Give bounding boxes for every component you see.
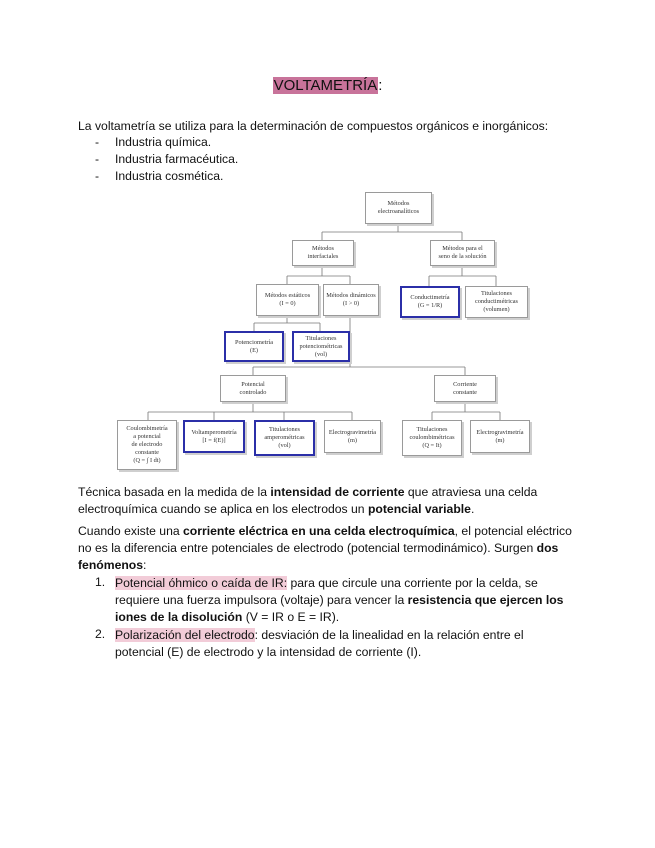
node-label: Titulaciones conductimétricas (volumen) — [474, 290, 518, 313]
diagram-node-corriente-constante — [434, 375, 496, 402]
diagram-node-root — [365, 192, 432, 224]
title-colon: : — [378, 77, 383, 94]
text: : desviación de la linealidad en la relación entre el potencial (E) de electrodo y la intensidad de corriente (I). — [115, 628, 524, 659]
numbered-item-2 — [95, 627, 575, 661]
node-label: Métodos interfaciales — [307, 245, 339, 260]
node-label: Electrogravimetría (m) — [328, 428, 377, 444]
node-label: Titulaciones coulombimétricas (Q = It) — [409, 426, 455, 449]
bold-text: corriente eléctrica en una celda electroquímica — [183, 524, 455, 538]
paragraph-corriente — [78, 523, 578, 574]
paragraph-tecnica — [78, 484, 578, 518]
text: (V = IR o E = IR). — [242, 610, 340, 624]
text: Cuando existe una — [78, 524, 184, 538]
bold-text: intensidad de corriente — [270, 485, 405, 499]
bullet-dash: - — [95, 169, 100, 183]
node-label: Potencial controlado — [239, 380, 267, 396]
node-label: Electrogravimetría (m) — [476, 428, 524, 444]
intro-paragraph: La voltametría se utiliza para la determinación de compuestos orgánicos e inorgánicos: — [78, 119, 549, 133]
diagram-node-estaticos — [256, 284, 319, 316]
diagram-node-voltamperometria — [183, 420, 245, 453]
node-label: Voltamperometría [I = f(E)] — [191, 428, 237, 444]
bullet-text: Industria farmacéutica. — [115, 152, 239, 166]
node-label: Métodos estáticos (I = 0) — [264, 292, 311, 307]
diagram-node-tit-conductimetricas — [465, 286, 528, 318]
node-label: Métodos para el seno de la solución — [438, 245, 487, 260]
bullet-text: Industria química. — [115, 135, 212, 149]
diagram-node-coulombimetria — [117, 420, 177, 470]
highlighted-term: Potencial óhmico o caída de IR: — [115, 576, 288, 590]
diagram-node-conductimetria — [400, 286, 460, 318]
text: Técnica basada en la medida de la — [78, 485, 271, 499]
text: que atraviesa una celda electroquímica cuando se aplica en los electrodos un — [78, 485, 538, 516]
bold-text: resistencia que ejercen los iones de la disolución — [115, 593, 564, 624]
diagram-node-electrogravimetria-1 — [324, 420, 381, 453]
diagram-node-potencial-controlado — [220, 375, 286, 402]
node-label: Titulaciones potenciométricas (vol) — [299, 334, 343, 358]
bold-text: potencial variable — [367, 502, 471, 516]
text: . — [470, 502, 475, 516]
diagram-node-tit-amperometricas — [254, 420, 315, 456]
bullet-dash: - — [95, 135, 100, 149]
node-label: Coulombimetría a potencial de electrodo constante (Q = ∫ I dt) — [126, 425, 168, 464]
node-label: Corriente constante — [453, 380, 477, 396]
diagram-node-dinamicos — [323, 284, 379, 316]
node-label: Métodos dinámicos (I > 0) — [326, 292, 376, 307]
bold-text: dos fenómenos — [78, 541, 559, 572]
bullet-text: Industria cosmética. — [115, 169, 224, 183]
diagram-node-potenciometria — [224, 331, 284, 362]
diagram-node-tit-potenciometricas — [292, 331, 350, 362]
title-text: VOLTAMETRÍA — [273, 77, 378, 94]
text: para que circule una corriente por la celda, se requiere una fuerza impulsora (voltaje) para vencer la — [115, 576, 538, 607]
node-label: Métodos electroanalíticos — [377, 200, 420, 215]
diagram-node-tit-coulombimetricas — [402, 420, 462, 456]
node-label: Conductimetría (G = 1/R) — [410, 294, 450, 309]
diagram-node-seno — [430, 240, 495, 266]
item-number: 2. — [95, 627, 106, 641]
item-number: 1. — [95, 575, 106, 589]
text: : — [143, 558, 147, 572]
text: , el potencial eléctrico no es la diferencia entre potenciales de electrodo (potencial termodinámico). Surgen — [78, 524, 572, 555]
node-label: Titulaciones amperométricas (vol) — [264, 426, 305, 449]
numbered-item-1 — [95, 575, 575, 626]
node-label: Potenciometría (E) — [234, 338, 274, 354]
diagram-node-interfaciales — [292, 240, 354, 266]
highlighted-term: Polarización del electrodo — [115, 628, 255, 642]
bullet-dash: - — [95, 152, 100, 166]
diagram-node-electrogravimetria-2 — [470, 420, 530, 453]
